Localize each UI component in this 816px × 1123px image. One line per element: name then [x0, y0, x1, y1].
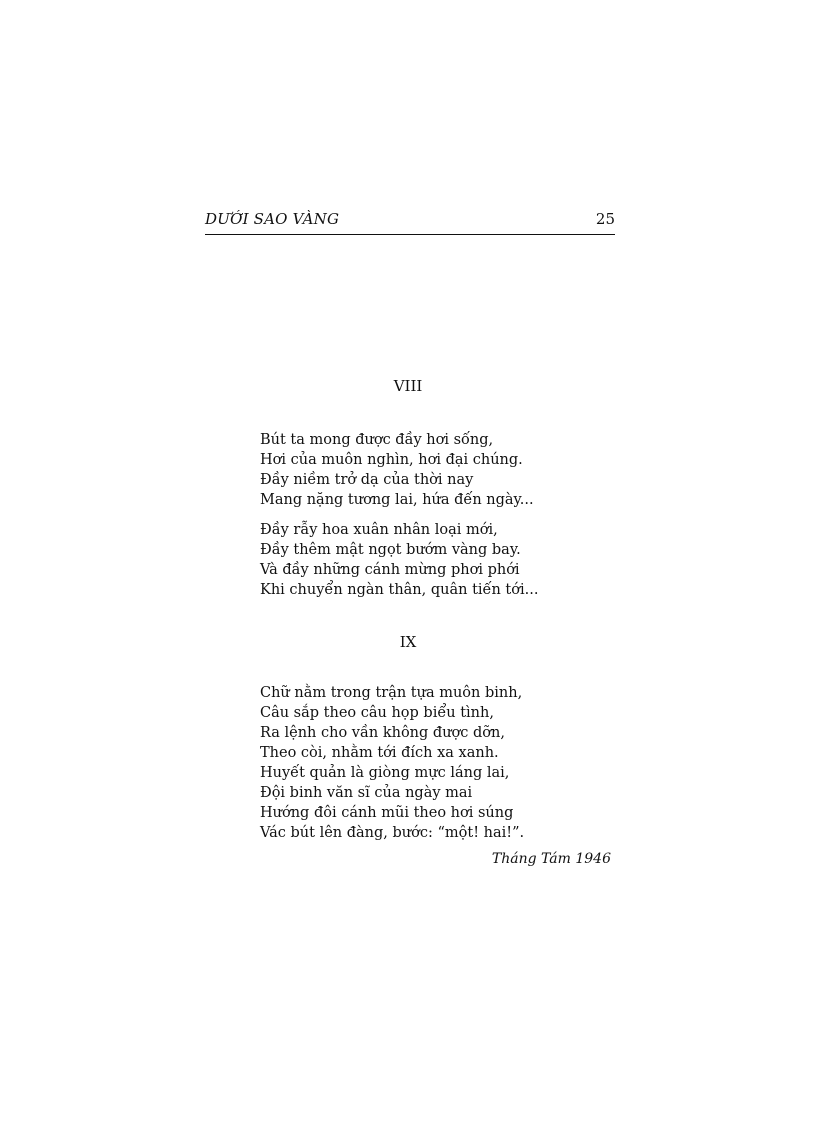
poem-line: Chữ nằm trong trận tựa muôn binh,: [260, 685, 523, 701]
poem-line: Câu sắp theo câu họp biểu tình,: [260, 705, 494, 721]
page-number: 25: [595, 210, 615, 228]
poem-line: Đầy niềm trở dạ của thời nay: [260, 472, 474, 488]
section-numeral-viii: VIII: [393, 377, 423, 395]
date-signature: Tháng Tám 1946: [491, 851, 611, 867]
poem-line: Đầy rẫy hoa xuân nhân loại mới,: [260, 522, 498, 538]
poem-line: Hướng đôi cánh mũi theo hơi súng: [260, 805, 514, 821]
poem-line: Ra lệnh cho vần không được dỡn,: [260, 725, 505, 741]
poem-stanza: [260, 430, 640, 510]
poem-line: Vác bút lên đàng, bước: “một! hai!”.: [260, 825, 525, 841]
poem-line: Đầy thêm mật ngọt bướm vàng bay.: [260, 542, 521, 558]
poem-line: Và đầy những cánh mừng phơi phới: [260, 562, 520, 578]
section-numeral-ix: IX: [399, 633, 417, 651]
poem-line: Huyết quản là giòng mực láng lai,: [260, 765, 510, 781]
poem-line: Mang nặng tương lai, hứa đến ngày...: [260, 492, 534, 508]
poem-stanza: [260, 520, 640, 600]
running-header: [205, 210, 615, 236]
poem-line: Bút ta mong được đầy hơi sống,: [260, 432, 494, 448]
header-rule: [205, 234, 615, 235]
poem-line: Đội binh văn sĩ của ngày mai: [260, 785, 473, 801]
poem-line: Theo còi, nhằm tới đích xa xanh.: [260, 745, 499, 761]
poem-line: Hơi của muôn nghìn, hơi đại chúng.: [260, 452, 523, 468]
poem-line: Khi chuyển ngàn thân, quân tiến tới...: [260, 582, 539, 598]
running-title: DƯỚI SAO VÀNG: [205, 210, 340, 228]
poem-stanza: [260, 683, 640, 843]
